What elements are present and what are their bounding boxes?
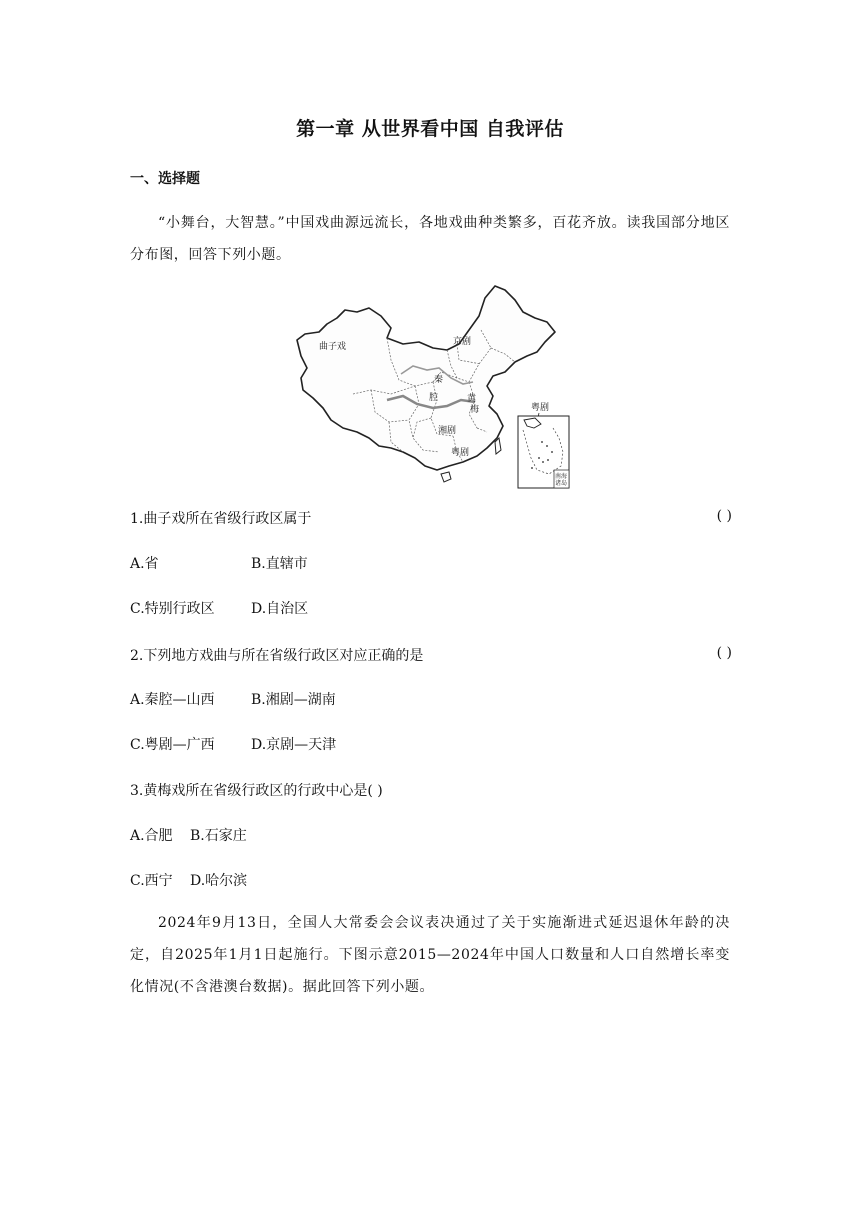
answer-bracket-2: ( ) <box>716 645 732 661</box>
taiwan-island <box>495 438 501 454</box>
q2-option-c: C.粤剧—广西 <box>130 737 215 753</box>
label-qin: 秦 <box>434 375 444 385</box>
question-1 <box>130 508 732 528</box>
q3-option-c: C.西宁 <box>130 873 173 889</box>
q2-option-a: A.秦腔—山西 <box>130 692 215 708</box>
page-title: 第一章 从世界看中国 自我评估 <box>296 118 564 140</box>
q3-option-d: D.哈尔滨 <box>190 873 248 889</box>
q1-option-b: B.直辖市 <box>251 556 308 572</box>
question-2 <box>130 645 732 665</box>
china-opera-map <box>291 282 571 490</box>
label-yue-callout: 粤剧 <box>531 403 550 413</box>
question-2-stem: 2.下列地方戏曲与所在省级行政区对应正确的是 <box>130 648 424 664</box>
passage-opera: “小舞台，大智慧。”中国戏曲源远流长，各地戏曲种类繁多，百花齐放。读我国部分地区分布图，回答下列小题。 <box>130 215 730 263</box>
label-xiang: 湘剧 <box>438 426 457 436</box>
q1-option-a: A.省 <box>130 556 159 572</box>
label-jingju: 京剧 <box>453 337 472 347</box>
china-outline <box>297 286 555 470</box>
south-china-sea-inset <box>518 416 569 488</box>
label-nanhai-2: 诸岛 <box>555 480 568 487</box>
label-nanhai-1: 南海 <box>555 473 568 480</box>
label-huang: 黄 <box>467 394 477 404</box>
q3-option-a: A.合肥 <box>130 828 173 844</box>
label-yue-main: 粤剧 <box>451 448 470 458</box>
q1-option-d: D.自治区 <box>251 601 309 617</box>
q2-option-d: D.京剧—天津 <box>251 737 337 753</box>
answer-bracket-1: ( ) <box>716 508 732 524</box>
question-3-stem: 3.黄梅戏所在省级行政区的行政中心是( ) <box>130 783 383 799</box>
q3-option-b: B.石家庄 <box>190 828 247 844</box>
question-3 <box>130 780 732 800</box>
label-qiang: 腔 <box>429 393 439 403</box>
q1-option-c: C.特别行政区 <box>130 601 215 617</box>
q2-option-b: B.湘剧—湖南 <box>251 692 336 708</box>
passage-population: 2024年9月13日，全国人大常委会会议表决通过了关于实施渐进式延迟退休年龄的决定，自2025年1月1日起施行。下图示意2015—2024年中国人口数量和人口自然增长率变化情况(不含港澳台数据)。据此回答下列小题。 <box>130 915 730 995</box>
section-heading: 一、选择题 <box>130 171 200 187</box>
hainan-island <box>441 472 451 482</box>
label-mei: 梅 <box>470 405 480 415</box>
question-1-stem: 1.曲子戏所在省级行政区属于 <box>130 511 312 527</box>
label-quzi: 曲子戏 <box>319 342 347 352</box>
